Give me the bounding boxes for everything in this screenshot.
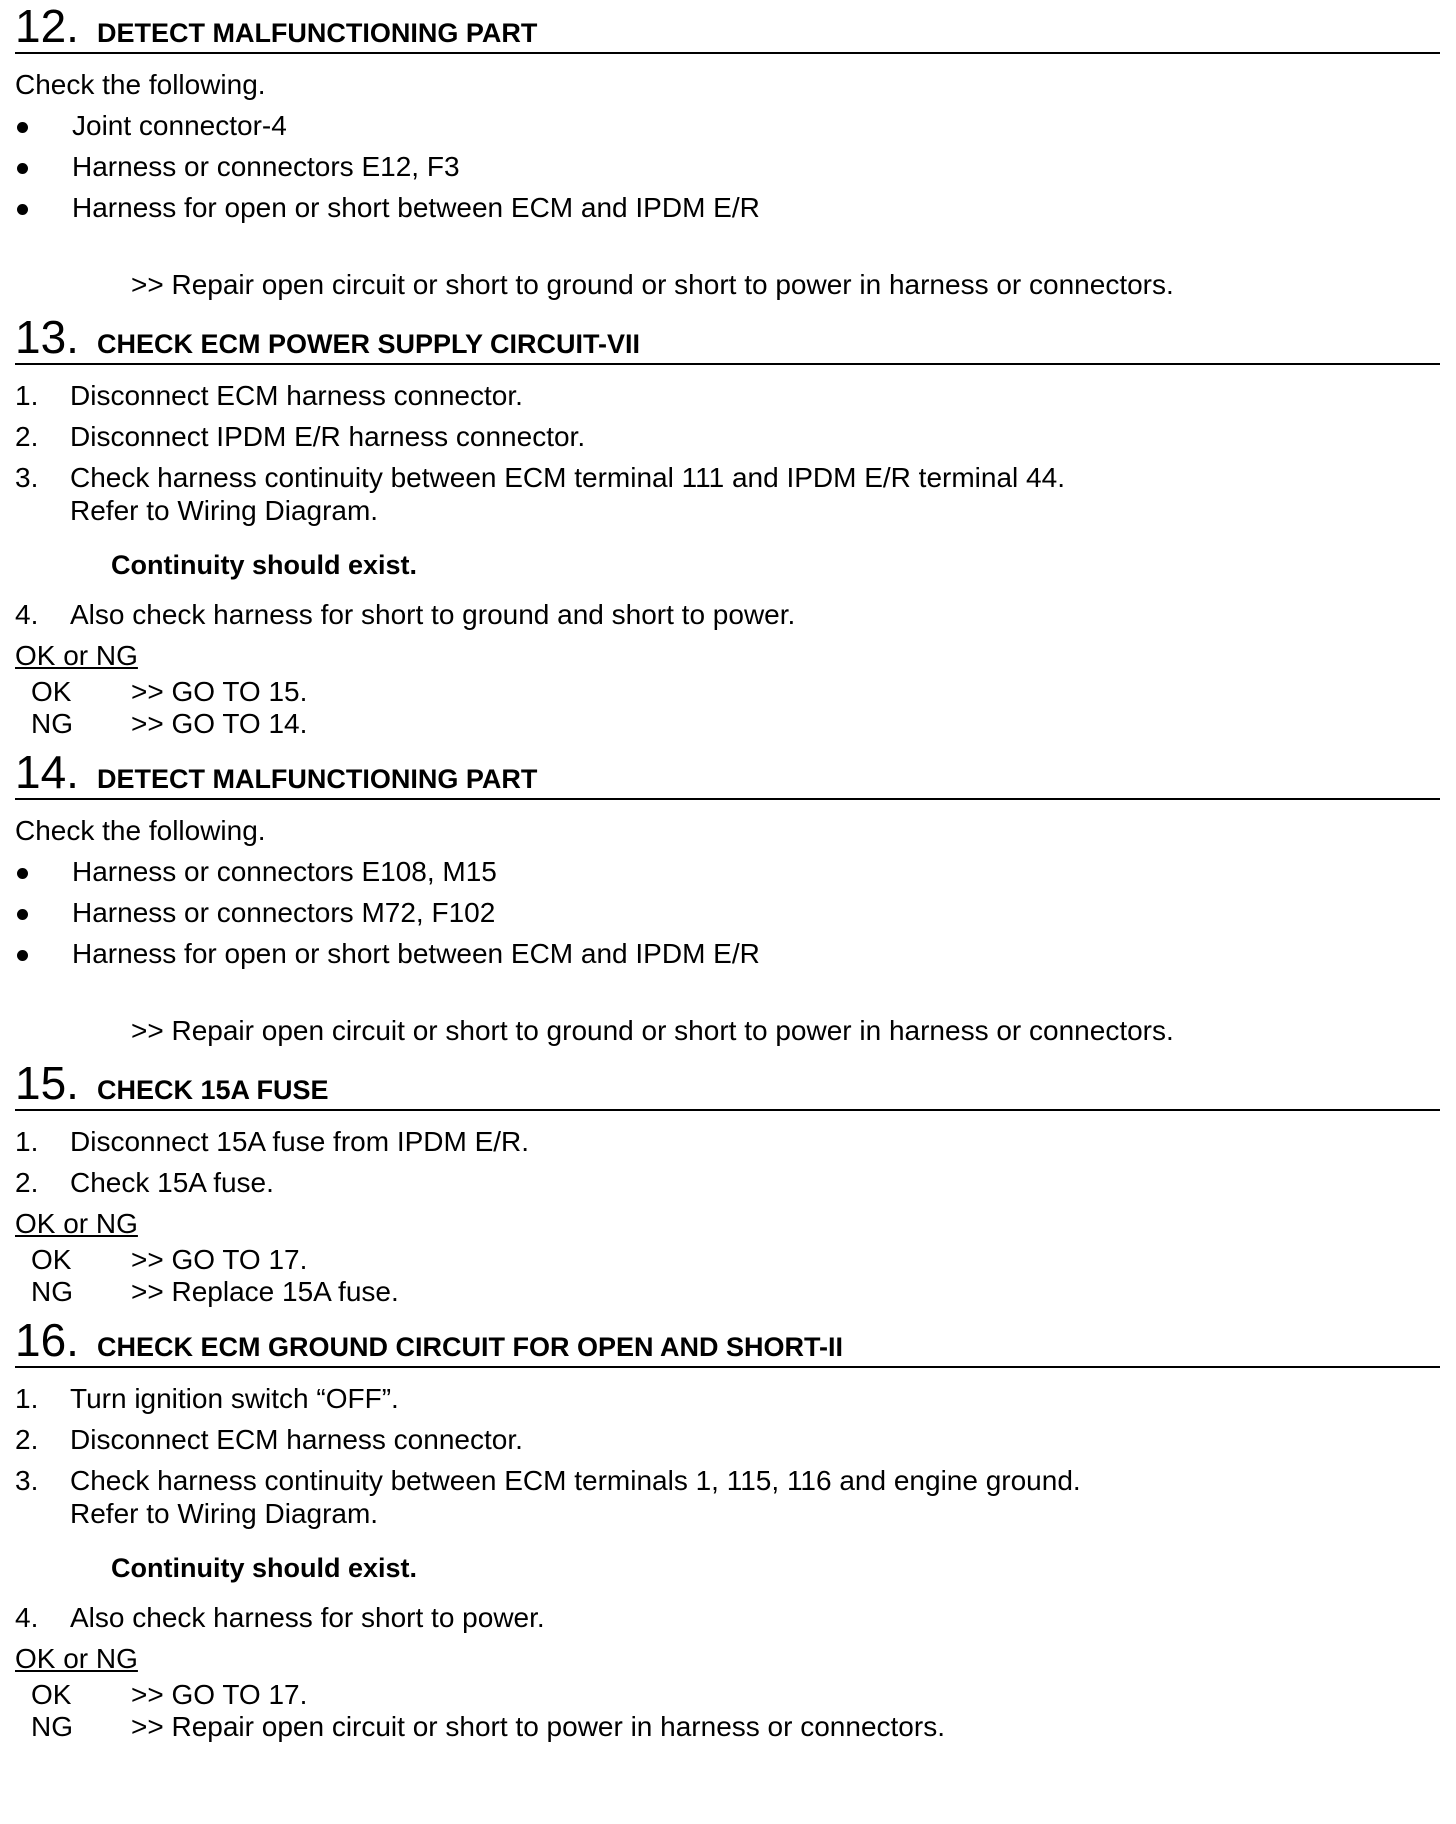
section-13 — [15, 311, 1440, 740]
result-row — [15, 1711, 1440, 1743]
bullet-item — [15, 105, 1440, 146]
section-title: DETECT MALFUNCTIONING PART — [96, 764, 538, 794]
bullet-text: Harness or connectors M72, F102 — [72, 897, 496, 928]
step-text: Disconnect IPDM E/R harness connector. — [70, 421, 586, 452]
result-row — [15, 1276, 1440, 1308]
step-item — [15, 416, 1440, 457]
section-heading — [15, 1057, 1440, 1111]
step-number: 4. — [15, 1602, 39, 1633]
bullet-text: Joint connector-4 — [72, 110, 287, 141]
step-item — [15, 1597, 1440, 1638]
result-code: NG — [31, 1276, 73, 1307]
bullet-text: Harness for open or short between ECM and IPDM E/R — [72, 938, 760, 969]
bullet-icon — [15, 105, 72, 146]
result-code: NG — [31, 1711, 73, 1742]
bullet-item — [15, 187, 1440, 228]
step-text: Disconnect 15A fuse from IPDM E/R. — [70, 1126, 530, 1157]
bullet-item — [15, 146, 1440, 187]
result-action: >> GO TO 15. — [131, 676, 308, 707]
intro-text: Check the following. — [15, 69, 266, 100]
result-action: >> GO TO 17. — [131, 1244, 308, 1275]
step-number: 2. — [15, 1424, 39, 1455]
section-title: CHECK ECM GROUND CIRCUIT FOR OPEN AND SHORT-II — [96, 1332, 843, 1362]
result-row — [15, 708, 1440, 740]
step-number: 3. — [15, 1465, 39, 1496]
bullet-item — [15, 892, 1440, 933]
section-16 — [15, 1314, 1440, 1743]
bullet-icon — [15, 892, 72, 933]
okng-label — [15, 635, 1440, 676]
step-item — [15, 594, 1440, 635]
section-15 — [15, 1057, 1440, 1308]
step-number: 3. — [15, 462, 39, 493]
document-page — [15, 0, 1440, 1749]
okng-label — [15, 1638, 1440, 1679]
bullet-item — [15, 933, 1440, 974]
bullet-icon — [15, 933, 72, 974]
step-text: Check harness continuity between ECM terminals 1, 115, 116 and engine ground. — [70, 1465, 1081, 1496]
step-number: 1. — [15, 380, 39, 411]
step-text: Turn ignition switch “OFF”. — [70, 1383, 399, 1414]
step-number: 1. — [15, 1126, 39, 1157]
section-14 — [15, 746, 1440, 1051]
step-item — [15, 375, 1440, 416]
okng-text: OK or NG — [15, 1643, 138, 1674]
step-continuation: Refer to Wiring Diagram. — [70, 1498, 379, 1529]
result-text: >> Repair open circuit or short to ground or short to power in harness or connectors. — [131, 269, 1174, 300]
result-action: >> GO TO 14. — [131, 708, 308, 739]
okng-text: OK or NG — [15, 640, 138, 671]
section-12 — [15, 0, 1440, 305]
okng-text: OK or NG — [15, 1208, 138, 1239]
section-number: 13. — [15, 311, 79, 363]
step-item — [15, 1121, 1440, 1162]
bullet-item — [15, 851, 1440, 892]
step-number: 4. — [15, 599, 39, 630]
spec-text: Continuity should exist. — [111, 550, 418, 580]
result-action: >> GO TO 17. — [131, 1679, 308, 1710]
spec-text: Continuity should exist. — [111, 1553, 418, 1583]
bullet-text: Harness or connectors E12, F3 — [72, 151, 460, 182]
intro-text: Check the following. — [15, 815, 266, 846]
step-number: 2. — [15, 421, 39, 452]
step-text: Also check harness for short to power. — [70, 1602, 545, 1633]
okng-label — [15, 1203, 1440, 1244]
bullet-icon — [15, 146, 72, 187]
result-row — [15, 676, 1440, 708]
bullet-icon — [15, 187, 72, 228]
section-number: 16. — [15, 1314, 79, 1366]
step-text: Disconnect ECM harness connector. — [70, 380, 523, 411]
section-number: 15. — [15, 1057, 79, 1109]
bullet-icon — [15, 851, 72, 892]
result-code: NG — [31, 708, 73, 739]
section-title: CHECK ECM POWER SUPPLY CIRCUIT-VII — [96, 329, 641, 359]
step-number: 2. — [15, 1167, 39, 1198]
section-heading — [15, 1314, 1440, 1368]
result-code: OK — [31, 1244, 72, 1275]
step-number: 1. — [15, 1383, 39, 1414]
result-row — [15, 1679, 1440, 1711]
step-text: Check harness continuity between ECM terminal 111 and IPDM E/R terminal 44. — [70, 462, 1065, 493]
section-heading — [15, 746, 1440, 800]
step-item — [15, 1162, 1440, 1203]
step-continuation: Refer to Wiring Diagram. — [70, 495, 379, 526]
section-title: CHECK 15A FUSE — [96, 1075, 329, 1105]
result-text: >> Repair open circuit or short to ground or short to power in harness or connectors. — [131, 1015, 1174, 1046]
section-title: DETECT MALFUNCTIONING PART — [96, 18, 538, 48]
step-text: Disconnect ECM harness connector. — [70, 1424, 523, 1455]
result-code: OK — [31, 1679, 72, 1710]
section-number: 14. — [15, 746, 79, 798]
step-text: Check 15A fuse. — [70, 1167, 274, 1198]
section-number: 12. — [15, 0, 79, 52]
step-item — [15, 1378, 1440, 1419]
result-row — [15, 1244, 1440, 1276]
step-text: Also check harness for short to ground and short to power. — [70, 599, 796, 630]
section-heading — [15, 0, 1440, 54]
result-action: >> Repair open circuit or short to power in harness or connectors. — [131, 1711, 945, 1742]
result-code: OK — [31, 676, 72, 707]
step-item — [15, 1419, 1440, 1460]
bullet-text: Harness or connectors E108, M15 — [72, 856, 497, 887]
result-action: >> Replace 15A fuse. — [131, 1276, 399, 1307]
section-heading — [15, 311, 1440, 365]
bullet-text: Harness for open or short between ECM and IPDM E/R — [72, 192, 760, 223]
